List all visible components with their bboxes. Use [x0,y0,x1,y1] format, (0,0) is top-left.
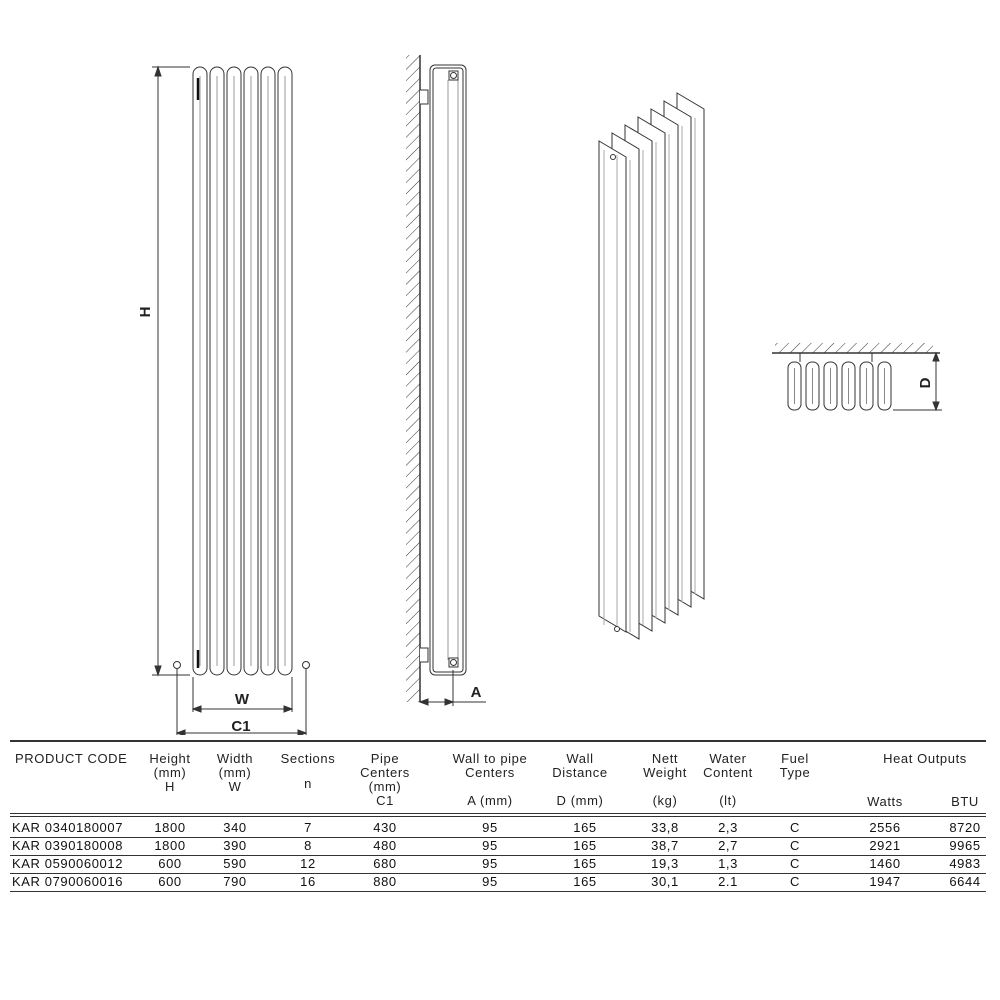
cell-c1: 480 [373,838,397,853]
cell-watts: 1947 [869,874,901,889]
cell-fuel: C [790,820,800,835]
cell-width: 390 [223,838,247,853]
width-label: W [234,691,250,708]
table-row [10,819,986,837]
header-water-content: Water Content (lt) [703,751,753,808]
cell-fuel: C [790,856,800,871]
cell-btu: 9965 [949,838,981,853]
cell-code: KAR 0390180008 [12,838,124,853]
cell-code: KAR 0340180007 [12,820,124,835]
cell-a: 95 [482,856,498,871]
header-fuel-type: Fuel Type [779,751,811,780]
cell-d: 165 [573,856,597,871]
cell-width: 590 [223,856,247,871]
header-watts: Watts [867,794,903,809]
header-sections: Sections n [280,751,336,791]
header-wall-distance: Wall Distance D (mm) [552,751,608,808]
cell-weight: 30,1 [651,874,679,889]
cell-c1: 680 [373,856,397,871]
cell-code: KAR 0790060016 [12,874,124,889]
header-rule-1 [10,813,986,814]
wall-distance-label: D [917,377,934,389]
front-view-drawing [152,67,310,735]
cell-height: 1800 [154,838,186,853]
header-rule-2 [10,816,986,817]
cell-c1: 430 [373,820,397,835]
cell-water: 1,3 [718,856,738,871]
cell-weight: 33,8 [651,820,679,835]
wall-to-pipe-label: A [470,684,482,701]
cell-weight: 38,7 [651,838,679,853]
cell-width: 790 [223,874,247,889]
header-heat-outputs: Heat Outputs [883,751,967,766]
cell-sections: 8 [304,838,312,853]
cell-d: 165 [573,874,597,889]
cell-btu: 4983 [949,856,981,871]
table-top-rule [10,740,986,742]
cell-height: 1800 [154,820,186,835]
cell-a: 95 [482,820,498,835]
cell-d: 165 [573,820,597,835]
top-view-drawing [772,343,942,410]
table-row [10,855,986,873]
cell-water: 2,3 [718,820,738,835]
pipe-centers-label: C1 [231,718,251,735]
cell-height: 600 [158,856,182,871]
cell-watts: 1460 [869,856,901,871]
cell-btu: 8720 [949,820,981,835]
cell-a: 95 [482,874,498,889]
header-product-code: PRODUCT CODE [15,751,128,766]
cell-watts: 2556 [869,820,901,835]
height-label: H [137,306,154,318]
cell-sections: 16 [300,874,316,889]
cell-sections: 12 [300,856,316,871]
header-wall-to-pipe: Wall to pipe Centers A (mm) [452,751,528,808]
cell-fuel: C [790,874,800,889]
height-dimension [152,67,190,675]
table-row [10,837,986,855]
header-height: Height (mm) H [149,751,191,794]
cell-c1: 880 [373,874,397,889]
cell-height: 600 [158,874,182,889]
table-row [10,873,986,891]
front-view-tubes [193,67,292,675]
cell-a: 95 [482,838,498,853]
cell-width: 340 [223,820,247,835]
cell-btu: 6644 [949,874,981,889]
cell-water: 2,7 [718,838,738,853]
cell-fuel: C [790,838,800,853]
cell-watts: 2921 [869,838,901,853]
header-width: Width (mm) W [216,751,254,794]
header-pipe-centers: Pipe Centers (mm) C1 [360,751,410,808]
side-view-drawing [406,55,486,706]
row-rule [10,891,986,892]
cell-weight: 19,3 [651,856,679,871]
cell-code: KAR 0590060012 [12,856,124,871]
header-nett-weight: Nett Weight (kg) [643,751,687,808]
radiator-3d-view [599,93,704,639]
header-btu: BTU [951,794,979,809]
cell-water: 2.1 [718,874,738,889]
cell-sections: 7 [304,820,312,835]
cell-d: 165 [573,838,597,853]
